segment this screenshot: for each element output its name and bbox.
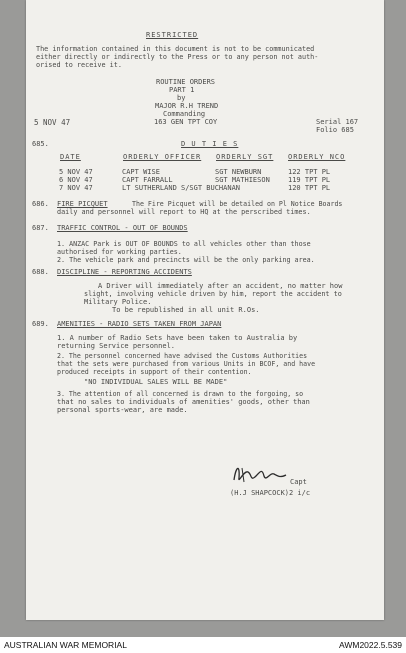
order-text-line: 2. The personnel concerned have advised the Customs Authorities <box>57 352 308 360</box>
order-text-line: Military Police. <box>84 298 152 306</box>
duty-date: 5 NOV 47 <box>59 168 93 176</box>
order-heading: AMENITIES - RADIO SETS TAKEN FROM JAPAN <box>57 320 222 328</box>
order-text-line: slight, involving vehicle driven by him, report the accident to <box>84 290 342 298</box>
serial-number: Serial 167 <box>316 118 359 126</box>
duty-officer: CAPT WISE <box>122 168 160 176</box>
order-date: 5 NOV 47 <box>34 118 71 127</box>
duty-officer: LT SUTHERLAND S/SGT BUCHANAN <box>122 184 241 192</box>
order-text-line: produced receipts in support of their contention. <box>57 368 252 376</box>
order-text-line: 1. A number of Radio Sets have been taken to Australia by <box>57 334 298 342</box>
duty-sgt: SGT NEWBURN <box>215 168 262 176</box>
archive-footer <box>0 637 406 653</box>
column-header-date: DATE <box>60 153 81 161</box>
duty-officer: CAPT FARRALL <box>122 176 173 184</box>
handwritten-signature <box>230 458 290 488</box>
signature-rank: Capt <box>290 478 307 486</box>
order-text-line: A Driver will immediately after an accident, no matter how <box>98 282 343 290</box>
classification-heading: RESTRICTED <box>146 31 199 39</box>
order-text-line: 3. The attention of all concerned is drawn to the forgoing, so <box>57 390 304 398</box>
order-text-line: "NO INDIVIDUAL SALES WILL BE MADE" <box>84 378 228 386</box>
security-notice-line: The information contained in this document is not to be communicated <box>36 45 315 53</box>
order-text-line: personal sports-wear, are made. <box>57 406 188 414</box>
order-number: 687. <box>32 224 49 232</box>
order-heading: FIRE PICQUET <box>57 200 108 208</box>
title-line: Commanding <box>163 110 206 118</box>
title-line: 163 GEN TPT COY <box>154 118 218 126</box>
footer-accession: AWM2022.5.539 <box>339 640 402 650</box>
folio-number: Folio 685 <box>316 126 354 134</box>
order-text-line: authorised for working parties. <box>57 248 182 256</box>
order-number: 685. <box>32 140 49 148</box>
duties-heading: D U T I E S <box>181 140 239 148</box>
security-notice-line: either directly or indirectly to the Press or to any person not auth- <box>36 53 319 61</box>
order-number: 688. <box>32 268 49 276</box>
security-notice-line: orised to receive it. <box>36 61 122 69</box>
order-heading: TRAFFIC CONTROL - OUT OF BOUNDS <box>57 224 188 232</box>
title-line: MAJOR R.H TREND <box>155 102 219 110</box>
document-page <box>26 0 384 620</box>
column-header-officer: ORDERLY OFFICER <box>123 153 202 161</box>
footer-institution: AUSTRALIAN WAR MEMORIAL <box>4 640 127 650</box>
title-line: by <box>177 94 186 102</box>
column-header-sgt: ORDERLY SGT <box>216 153 274 161</box>
order-text-line: The Fire Picquet will be detailed on Pl Notice Boards <box>132 200 343 208</box>
order-text-line: 2. The vehicle park and precincts will be the only parking area. <box>57 256 315 264</box>
duty-nco: 119 TPT PL <box>288 176 331 184</box>
duty-nco: 122 TPT PL <box>288 168 331 176</box>
duty-nco: 120 TPT PL <box>288 184 331 192</box>
order-number: 686. <box>32 200 49 208</box>
order-heading: DISCIPLINE - REPORTING ACCIDENTS <box>57 268 192 276</box>
duty-sgt: SGT MATHIESON <box>215 176 270 184</box>
title-line: ROUTINE ORDERS <box>156 78 216 86</box>
column-header-nco: ORDERLY NCO <box>288 153 346 161</box>
title-line: PART 1 <box>169 86 195 94</box>
order-number: 689. <box>32 320 49 328</box>
signature-block: (H.J SHAPCOCK)2 i/c <box>230 489 311 497</box>
order-text-line: that the sets were purchased from various Units in BCOF, and have <box>57 360 316 368</box>
order-text-line: 1. ANZAC Park is OUT OF BOUNDS to all vehicles other than those <box>57 240 311 248</box>
order-text-line: that no sales to individuals of amenities' goods, other than <box>57 398 310 406</box>
duty-date: 7 NOV 47 <box>59 184 93 192</box>
order-text-line: returning Service personnel. <box>57 342 176 350</box>
order-text-line: To be republished in all unit R.Os. <box>112 306 260 314</box>
order-text-line: daily and personnel will report to HQ at the perscribed times. <box>57 208 311 216</box>
duty-date: 6 NOV 47 <box>59 176 93 184</box>
